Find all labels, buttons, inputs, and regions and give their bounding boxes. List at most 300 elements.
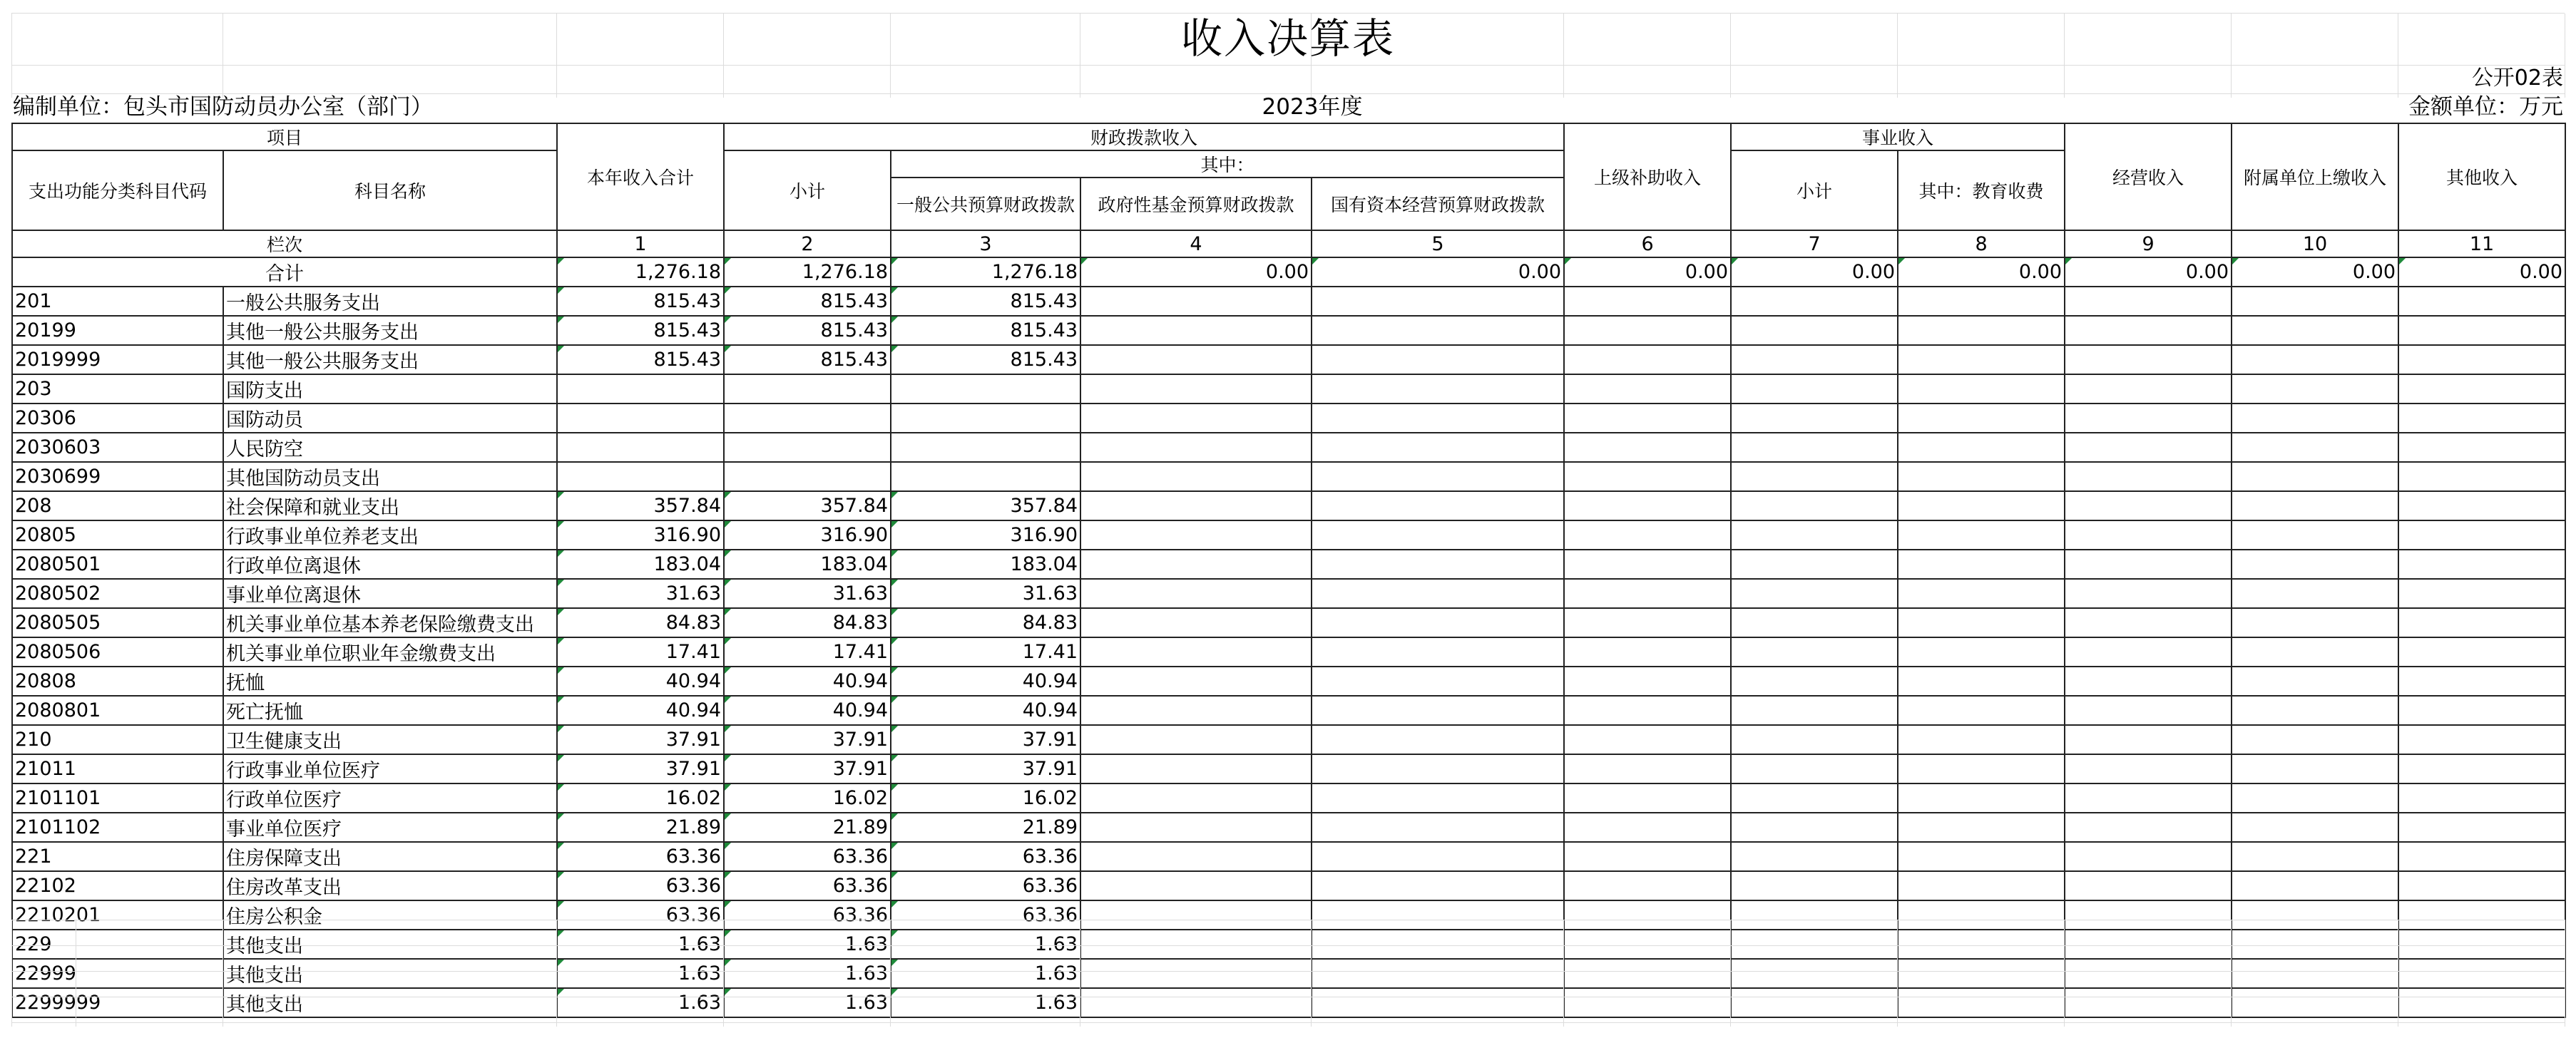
- amount-cell: 1.63: [724, 930, 891, 959]
- empty-cell: [2065, 754, 2232, 783]
- subject-name-cell: 行政事业单位医疗: [223, 754, 557, 783]
- empty-cell: [2065, 667, 2232, 696]
- empty-cell: [2065, 374, 2232, 404]
- currency-unit: 金额单位：万元: [2408, 94, 2563, 120]
- empty-cell: [2065, 462, 2232, 491]
- compiling-unit: 编制单位：包头市国防动员办公室（部门）: [13, 94, 433, 120]
- empty-cell: [2398, 462, 2565, 491]
- empty-cell: [2398, 871, 2565, 900]
- amount-cell: 357.84: [891, 491, 1080, 520]
- amount-cell: 815.43: [557, 345, 724, 374]
- empty-cell: [2065, 287, 2232, 316]
- amount-cell: 316.90: [891, 520, 1080, 550]
- subject-code-cell: 2080505: [12, 608, 223, 637]
- empty-cell: [2065, 491, 2232, 520]
- subject-name-cell: 行政单位离退休: [223, 550, 557, 579]
- amount-cell: 1.63: [557, 959, 724, 988]
- amount-cell: [724, 374, 891, 404]
- empty-cell: [1312, 579, 1564, 608]
- empty-cell: [1731, 667, 1898, 696]
- empty-cell: [2398, 754, 2565, 783]
- empty-cell: [1080, 462, 1312, 491]
- empty-cell: [1080, 520, 1312, 550]
- amount-cell: 183.04: [724, 550, 891, 579]
- empty-cell: [1312, 871, 1564, 900]
- empty-cell: [1731, 550, 1898, 579]
- amount-cell: [891, 433, 1080, 462]
- empty-cell: [2065, 842, 2232, 871]
- empty-cell: [1731, 813, 1898, 842]
- subject-name-cell: 其他一般公共服务支出: [223, 316, 557, 345]
- subject-code-cell: 208: [12, 491, 223, 520]
- total-cell: 0.00: [1080, 257, 1312, 287]
- empty-cell: [1564, 287, 1731, 316]
- empty-cell: [1312, 374, 1564, 404]
- empty-cell: [2398, 783, 2565, 813]
- empty-cell: [1731, 842, 1898, 871]
- table-row: [12, 491, 2565, 520]
- subject-code-cell: 221: [12, 842, 223, 871]
- empty-cell: [1312, 404, 1564, 433]
- header-fiscal-group: 财政拨款收入: [724, 123, 1564, 150]
- empty-cell: [1312, 608, 1564, 637]
- empty-cell: [1564, 696, 1731, 725]
- subject-code-cell: 229: [12, 930, 223, 959]
- empty-cell: [2398, 667, 2565, 696]
- header-business-group: 事业收入: [1731, 123, 2065, 150]
- index-cell: 4: [1080, 230, 1312, 257]
- subject-code-cell: 20199: [12, 316, 223, 345]
- empty-cell: [1564, 637, 1731, 667]
- empty-cell: [2232, 579, 2398, 608]
- amount-cell: 40.94: [891, 667, 1080, 696]
- empty-cell: [1564, 667, 1731, 696]
- amount-cell: 37.91: [557, 754, 724, 783]
- empty-cell: [1731, 754, 1898, 783]
- empty-cell: [1564, 871, 1731, 900]
- empty-cell: [2232, 462, 2398, 491]
- subject-code-cell: 20805: [12, 520, 223, 550]
- empty-cell: [1731, 579, 1898, 608]
- table-row: [12, 579, 2565, 608]
- subject-code-cell: 2101102: [12, 813, 223, 842]
- empty-cell: [1312, 842, 1564, 871]
- fiscal-year: 2023年度: [1262, 94, 1363, 120]
- header-superior-subsidy: 上级补助收入: [1564, 123, 1731, 230]
- empty-cell: [2398, 374, 2565, 404]
- empty-cell: [1731, 520, 1898, 550]
- amount-cell: 63.36: [557, 900, 724, 930]
- subject-code-cell: 210: [12, 725, 223, 754]
- amount-cell: 63.36: [557, 871, 724, 900]
- empty-cell: [2232, 754, 2398, 783]
- table-row: [12, 462, 2565, 491]
- header-name-column: 科目名称: [223, 150, 557, 230]
- amount-cell: 40.94: [724, 667, 891, 696]
- amount-cell: 37.91: [724, 754, 891, 783]
- amount-cell: 40.94: [557, 696, 724, 725]
- empty-cell: [1564, 520, 1731, 550]
- subject-name-cell: 事业单位医疗: [223, 813, 557, 842]
- amount-cell: 815.43: [891, 287, 1080, 316]
- amount-cell: 84.83: [724, 608, 891, 637]
- index-cell: 6: [1564, 230, 1731, 257]
- subject-name-cell: 国防动员: [223, 404, 557, 433]
- empty-cell: [1898, 725, 2065, 754]
- subject-code-cell: 22999: [12, 959, 223, 988]
- table-row: [12, 520, 2565, 550]
- amount-cell: 21.89: [724, 813, 891, 842]
- empty-cell: [1898, 520, 2065, 550]
- empty-cell: [2065, 316, 2232, 345]
- empty-cell: [1898, 608, 2065, 637]
- total-cell: 0.00: [2398, 257, 2565, 287]
- empty-cell: [1564, 725, 1731, 754]
- empty-cell: [1080, 667, 1312, 696]
- subject-code-cell: 20306: [12, 404, 223, 433]
- amount-cell: 63.36: [724, 900, 891, 930]
- subject-code-cell: 20808: [12, 667, 223, 696]
- empty-cell: [1080, 725, 1312, 754]
- empty-cell: [2398, 433, 2565, 462]
- table-row: [12, 696, 2565, 725]
- index-cell: 2: [724, 230, 891, 257]
- amount-cell: [557, 462, 724, 491]
- empty-cell: [1080, 404, 1312, 433]
- subject-name-cell: 行政单位医疗: [223, 783, 557, 813]
- amount-cell: 31.63: [891, 579, 1080, 608]
- total-cell: 1,276.18: [724, 257, 891, 287]
- subject-name-cell: 住房公积金: [223, 900, 557, 930]
- amount-cell: 31.63: [557, 579, 724, 608]
- empty-cell: [2398, 404, 2565, 433]
- subject-name-cell: 一般公共服务支出: [223, 287, 557, 316]
- empty-cell: [1312, 696, 1564, 725]
- empty-cell: [2232, 550, 2398, 579]
- empty-cell: [2398, 696, 2565, 725]
- subject-name-cell: 事业单位离退休: [223, 579, 557, 608]
- empty-cell: [2065, 345, 2232, 374]
- subject-code-cell: 2299999: [12, 988, 223, 1017]
- amount-cell: 40.94: [724, 696, 891, 725]
- empty-cell: [1564, 345, 1731, 374]
- empty-cell: [2232, 404, 2398, 433]
- subject-code-cell: 2080506: [12, 637, 223, 667]
- empty-cell: [1731, 491, 1898, 520]
- empty-cell: [1564, 579, 1731, 608]
- amount-cell: 63.36: [891, 842, 1080, 871]
- empty-cell: [1898, 842, 2065, 871]
- empty-cell: [1731, 287, 1898, 316]
- subject-name-cell: 住房保障支出: [223, 842, 557, 871]
- amount-cell: 37.91: [891, 725, 1080, 754]
- amount-cell: 63.36: [891, 900, 1080, 930]
- empty-cell: [2065, 404, 2232, 433]
- total-label: 合计: [12, 257, 557, 287]
- empty-cell: [1898, 667, 2065, 696]
- empty-cell: [1564, 433, 1731, 462]
- amount-cell: 21.89: [557, 813, 724, 842]
- amount-cell: 37.91: [891, 754, 1080, 783]
- empty-cell: [2232, 491, 2398, 520]
- amount-cell: [891, 374, 1080, 404]
- subject-code-cell: 203: [12, 374, 223, 404]
- empty-cell: [2232, 287, 2398, 316]
- empty-cell: [1080, 813, 1312, 842]
- amount-cell: 63.36: [724, 871, 891, 900]
- empty-cell: [1898, 433, 2065, 462]
- header-code-column: 支出功能分类科目代码: [12, 150, 223, 230]
- empty-cell: [1312, 433, 1564, 462]
- subject-code-cell: 2101101: [12, 783, 223, 813]
- header-gov-fund: 政府性基金预算财政拨款: [1080, 178, 1312, 230]
- empty-cell: [1731, 433, 1898, 462]
- empty-cell: [1080, 871, 1312, 900]
- table-row: [12, 637, 2565, 667]
- amount-cell: [891, 462, 1080, 491]
- empty-cell: [1898, 696, 2065, 725]
- empty-cell: [1312, 520, 1564, 550]
- empty-cell: [1898, 637, 2065, 667]
- empty-cell: [1312, 462, 1564, 491]
- amount-cell: 84.83: [557, 608, 724, 637]
- amount-cell: 16.02: [724, 783, 891, 813]
- empty-cell: [2065, 637, 2232, 667]
- subject-code-cell: 2030603: [12, 433, 223, 462]
- table-row: [12, 433, 2565, 462]
- amount-cell: 1.63: [891, 930, 1080, 959]
- empty-cell: [1564, 608, 1731, 637]
- empty-cell: [1080, 374, 1312, 404]
- amount-cell: [724, 404, 891, 433]
- table-row: [12, 404, 2565, 433]
- empty-cell: [1080, 608, 1312, 637]
- empty-cell: [2398, 345, 2565, 374]
- empty-cell: [2065, 783, 2232, 813]
- total-cell: 1,276.18: [557, 257, 724, 287]
- amount-cell: 815.43: [724, 287, 891, 316]
- empty-cell: [1898, 783, 2065, 813]
- header-total-income: 本年收入合计: [557, 123, 724, 230]
- subject-name-cell: 死亡抚恤: [223, 696, 557, 725]
- empty-cell: [2065, 696, 2232, 725]
- empty-cell: [1080, 345, 1312, 374]
- empty-cell: [1564, 404, 1731, 433]
- amount-cell: [557, 374, 724, 404]
- subject-name-cell: 机关事业单位职业年金缴费支出: [223, 637, 557, 667]
- amount-cell: 40.94: [557, 667, 724, 696]
- empty-cell: [1731, 871, 1898, 900]
- empty-cell: [2065, 813, 2232, 842]
- amount-cell: 1.63: [724, 988, 891, 1017]
- empty-cell: [2065, 725, 2232, 754]
- index-cell: 7: [1731, 230, 1898, 257]
- empty-cell: [1898, 404, 2065, 433]
- amount-cell: 316.90: [557, 520, 724, 550]
- empty-cell: [1080, 579, 1312, 608]
- empty-cell: [2065, 520, 2232, 550]
- empty-cell: [1312, 491, 1564, 520]
- empty-cell: [1731, 637, 1898, 667]
- empty-cell: [1898, 316, 2065, 345]
- table-row: [12, 725, 2565, 754]
- amount-cell: 357.84: [724, 491, 891, 520]
- amount-cell: 1.63: [891, 988, 1080, 1017]
- index-cell: 3: [891, 230, 1080, 257]
- amount-cell: 40.94: [891, 696, 1080, 725]
- total-cell: 0.00: [2065, 257, 2232, 287]
- empty-cell: [1080, 696, 1312, 725]
- empty-cell: [2065, 608, 2232, 637]
- empty-cell: [2232, 520, 2398, 550]
- table-row: [12, 754, 2565, 783]
- amount-cell: 1.63: [724, 959, 891, 988]
- empty-cell: [1312, 725, 1564, 754]
- table-header: [12, 123, 2565, 230]
- total-cell: 0.00: [1312, 257, 1564, 287]
- subject-name-cell: 社会保障和就业支出: [223, 491, 557, 520]
- header-project: 项目: [12, 123, 557, 150]
- empty-cell: [1564, 491, 1731, 520]
- amount-cell: 17.41: [557, 637, 724, 667]
- empty-cell: [1312, 316, 1564, 345]
- amount-cell: [724, 433, 891, 462]
- amount-cell: 815.43: [891, 345, 1080, 374]
- empty-cell: [1080, 550, 1312, 579]
- subject-name-cell: 其他国防动员支出: [223, 462, 557, 491]
- index-row: [12, 230, 2565, 257]
- empty-cell: [1898, 550, 2065, 579]
- amount-cell: 84.83: [891, 608, 1080, 637]
- subject-code-cell: 201: [12, 287, 223, 316]
- subject-name-cell: 机关事业单位基本养老保险缴费支出: [223, 608, 557, 637]
- empty-cell: [1312, 637, 1564, 667]
- amount-cell: 1.63: [891, 959, 1080, 988]
- empty-cell: [1898, 491, 2065, 520]
- empty-cell: [2398, 520, 2565, 550]
- empty-cell: [1080, 316, 1312, 345]
- empty-cell: [2232, 871, 2398, 900]
- empty-cell: [2232, 374, 2398, 404]
- index-cell: 10: [2232, 230, 2398, 257]
- empty-cell: [2065, 871, 2232, 900]
- empty-cell: [1898, 871, 2065, 900]
- empty-cell: [2065, 579, 2232, 608]
- amount-cell: 1.63: [557, 930, 724, 959]
- header-other-income: 其他收入: [2398, 123, 2565, 230]
- header-of-which: 其中：: [891, 150, 1564, 178]
- empty-cell: [1564, 462, 1731, 491]
- empty-cell: [1898, 813, 2065, 842]
- empty-cell: [1564, 374, 1731, 404]
- empty-cell: [1898, 462, 2065, 491]
- table-row: [12, 550, 2565, 579]
- subject-name-cell: 其他支出: [223, 988, 557, 1017]
- amount-cell: 16.02: [891, 783, 1080, 813]
- total-cell: 1,276.18: [891, 257, 1080, 287]
- empty-cell: [1898, 754, 2065, 783]
- empty-cell: [2398, 287, 2565, 316]
- table-row: [12, 667, 2565, 696]
- index-label: 栏次: [12, 230, 557, 257]
- empty-cell: [2232, 667, 2398, 696]
- table-row: [12, 287, 2565, 316]
- empty-cell: [1898, 374, 2065, 404]
- amount-cell: [724, 462, 891, 491]
- subject-code-cell: 2080502: [12, 579, 223, 608]
- amount-cell: 63.36: [557, 842, 724, 871]
- table-row: [12, 842, 2565, 871]
- empty-cell: [2398, 813, 2565, 842]
- table-row: [12, 345, 2565, 374]
- empty-cell: [1898, 287, 2065, 316]
- empty-cell: [1080, 637, 1312, 667]
- amount-cell: 357.84: [557, 491, 724, 520]
- table-row: [12, 813, 2565, 842]
- empty-cell: [1312, 783, 1564, 813]
- amount-cell: 1.63: [557, 988, 724, 1017]
- amount-cell: 815.43: [557, 287, 724, 316]
- subject-name-cell: 国防支出: [223, 374, 557, 404]
- subject-name-cell: 行政事业单位养老支出: [223, 520, 557, 550]
- subject-code-cell: 2080501: [12, 550, 223, 579]
- amount-cell: [557, 433, 724, 462]
- empty-cell: [1080, 783, 1312, 813]
- total-cell: 0.00: [1731, 257, 1898, 287]
- header-affiliated-income: 附属单位上缴收入: [2232, 123, 2398, 230]
- subject-name-cell: 其他支出: [223, 930, 557, 959]
- empty-cell: [1312, 287, 1564, 316]
- amount-cell: 17.41: [724, 637, 891, 667]
- empty-cell: [1731, 608, 1898, 637]
- subject-code-cell: 2080801: [12, 696, 223, 725]
- table-row: [12, 374, 2565, 404]
- amount-cell: 815.43: [557, 316, 724, 345]
- empty-cell: [1312, 667, 1564, 696]
- amount-cell: 183.04: [891, 550, 1080, 579]
- empty-cell: [2065, 550, 2232, 579]
- empty-cell: [1312, 345, 1564, 374]
- empty-cell: [1898, 345, 2065, 374]
- empty-cell: [2232, 813, 2398, 842]
- empty-cell: [2398, 579, 2565, 608]
- empty-cell: [2232, 345, 2398, 374]
- amount-cell: 815.43: [724, 345, 891, 374]
- bottom-gridlines: [11, 920, 2565, 1027]
- index-cell: 9: [2065, 230, 2232, 257]
- empty-cell: [2398, 637, 2565, 667]
- subject-name-cell: 其他一般公共服务支出: [223, 345, 557, 374]
- subject-name-cell: 抚恤: [223, 667, 557, 696]
- empty-cell: [1312, 754, 1564, 783]
- amount-cell: 183.04: [557, 550, 724, 579]
- empty-cell: [2065, 433, 2232, 462]
- empty-cell: [1731, 696, 1898, 725]
- empty-cell: [2232, 608, 2398, 637]
- table-body: [12, 230, 2565, 1017]
- amount-cell: [557, 404, 724, 433]
- empty-cell: [1564, 783, 1731, 813]
- table-row: [12, 316, 2565, 345]
- amount-cell: 16.02: [557, 783, 724, 813]
- amount-cell: 31.63: [724, 579, 891, 608]
- empty-cell: [1898, 579, 2065, 608]
- amount-cell: 37.91: [557, 725, 724, 754]
- header-education-fee: 其中：教育收费: [1898, 150, 2065, 230]
- amount-cell: 316.90: [724, 520, 891, 550]
- index-cell: 1: [557, 230, 724, 257]
- form-number: 公开02表: [2471, 66, 2563, 91]
